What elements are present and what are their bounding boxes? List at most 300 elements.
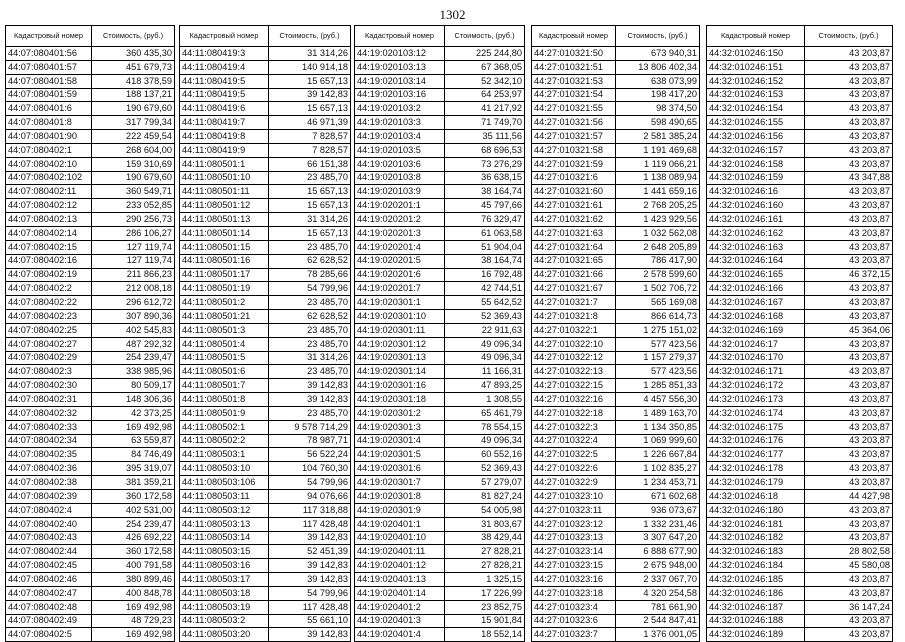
table-header-row xyxy=(355,26,525,47)
cadastral-number-cell: 44:27:010323:10 xyxy=(532,490,616,504)
table-row xyxy=(532,379,700,393)
table-row xyxy=(6,573,175,587)
cost-cell: 577 423,56 xyxy=(616,365,700,379)
cost-cell: 43 203,87 xyxy=(805,406,893,420)
cost-cell: 62 628,52 xyxy=(269,310,351,324)
cadastral-number-cell: 44:27:010322:9 xyxy=(532,476,616,490)
cost-cell: 56 522,24 xyxy=(269,448,351,462)
table-row xyxy=(6,420,175,434)
table-row xyxy=(180,586,351,600)
cadastral-number-cell: 44:07:080402:45 xyxy=(6,559,92,573)
cost-cell: 18 552,14 xyxy=(445,628,525,642)
table-row xyxy=(355,323,525,337)
cost-cell: 487 292,32 xyxy=(92,337,175,351)
cadastral-number-cell: 44:19:020103:16 xyxy=(355,88,445,102)
cost-cell: 9 578 714,29 xyxy=(269,420,351,434)
header-cost: Стоимость, (руб.) xyxy=(805,26,893,47)
table-row xyxy=(180,268,351,282)
cost-cell: 49 096,34 xyxy=(445,434,525,448)
cost-cell: 233 052,85 xyxy=(92,199,175,213)
table-row xyxy=(532,434,700,448)
table-row xyxy=(6,337,175,351)
cadastral-number-cell: 44:27:010322:1 xyxy=(532,323,616,337)
header-cadastral: Кадастровый номер xyxy=(180,26,269,47)
cost-cell: 78 285,66 xyxy=(269,268,351,282)
cadastral-number-cell: 44:07:080402:16 xyxy=(6,254,92,268)
table-row xyxy=(532,157,700,171)
table-row xyxy=(707,448,893,462)
cadastral-number-cell: 44:32:010246:177 xyxy=(707,448,805,462)
table-row xyxy=(6,406,175,420)
table-row xyxy=(532,268,700,282)
table-row xyxy=(532,310,700,324)
cost-cell: 39 142,83 xyxy=(269,393,351,407)
cadastral-number-cell: 44:32:010246:181 xyxy=(707,517,805,531)
cost-cell: 15 657,13 xyxy=(269,102,351,116)
cost-cell: 38 164,74 xyxy=(445,254,525,268)
cadastral-number-cell: 44:27:010321:60 xyxy=(532,185,616,199)
cadastral-number-cell: 44:32:010246:170 xyxy=(707,351,805,365)
cost-cell: 43 203,87 xyxy=(805,351,893,365)
cost-cell: 127 119,74 xyxy=(92,254,175,268)
cadastral-number-cell: 44:07:080402:5 xyxy=(6,628,92,642)
cadastral-number-cell: 44:11:080419:6 xyxy=(180,102,269,116)
cadastral-number-cell: 44:19:020301:11 xyxy=(355,323,445,337)
cadastral-number-cell: 44:07:080402:10 xyxy=(6,157,92,171)
table-row xyxy=(532,47,700,61)
cost-cell: 198 417,20 xyxy=(616,88,700,102)
table-row xyxy=(6,240,175,254)
cadastral-number-cell: 44:27:010322:6 xyxy=(532,462,616,476)
cadastral-number-cell: 44:11:080503:106 xyxy=(180,476,269,490)
page-number: 1302 xyxy=(439,7,466,22)
table-row xyxy=(6,448,175,462)
cost-cell: 43 203,87 xyxy=(805,282,893,296)
cost-cell: 15 901,84 xyxy=(445,614,525,628)
cost-cell: 80 509,17 xyxy=(92,379,175,393)
cadastral-number-cell: 44:11:080503:2 xyxy=(180,614,269,628)
table-row xyxy=(532,406,700,420)
cadastral-number-cell: 44:32:010246:188 xyxy=(707,614,805,628)
table-row xyxy=(6,143,175,157)
cadastral-number-cell: 44:32:010246:150 xyxy=(707,47,805,61)
table-row xyxy=(707,171,893,185)
cost-cell: 169 492,98 xyxy=(92,600,175,614)
cadastral-number-cell: 44:32:010246:154 xyxy=(707,102,805,116)
cadastral-number-cell: 44:27:010321:50 xyxy=(532,47,616,61)
table-row xyxy=(532,476,700,490)
table-row xyxy=(532,323,700,337)
table-row xyxy=(707,282,893,296)
table-row xyxy=(180,476,351,490)
table-row xyxy=(6,600,175,614)
table-row xyxy=(180,199,351,213)
table-row xyxy=(355,88,525,102)
cadastral-number-cell: 44:32:010246:178 xyxy=(707,462,805,476)
cadastral-number-cell: 44:11:080501:4 xyxy=(180,337,269,351)
table-row xyxy=(355,517,525,531)
table-row xyxy=(532,600,700,614)
table-row xyxy=(355,282,525,296)
cadastral-number-cell: 44:32:010246:189 xyxy=(707,628,805,642)
cost-cell: 31 803,67 xyxy=(445,517,525,531)
cadastral-number-cell: 44:27:010322:16 xyxy=(532,393,616,407)
cadastral-number-cell: 44:07:080402:22 xyxy=(6,296,92,310)
cost-cell: 36 147,24 xyxy=(805,600,893,614)
table-row xyxy=(180,226,351,240)
cost-cell: 43 203,87 xyxy=(805,102,893,116)
table-row xyxy=(532,586,700,600)
cadastral-number-cell: 44:11:080503:12 xyxy=(180,503,269,517)
cadastral-number-cell: 44:32:010246:159 xyxy=(707,171,805,185)
table-row xyxy=(180,600,351,614)
cost-cell: 23 485,70 xyxy=(269,240,351,254)
cadastral-number-cell: 44:11:080501:8 xyxy=(180,393,269,407)
cadastral-number-cell: 44:32:010246:179 xyxy=(707,476,805,490)
cadastral-number-cell: 44:32:010246:162 xyxy=(707,226,805,240)
cost-cell: 64 253,97 xyxy=(445,88,525,102)
cadastral-number-cell: 44:07:080402:43 xyxy=(6,531,92,545)
cadastral-number-cell: 44:32:010246:168 xyxy=(707,310,805,324)
table-row xyxy=(355,379,525,393)
table-row xyxy=(6,503,175,517)
table-row xyxy=(707,226,893,240)
cost-cell: 43 203,87 xyxy=(805,254,893,268)
cost-cell: 222 459,54 xyxy=(92,130,175,144)
table-row xyxy=(180,157,351,171)
header-cadastral: Кадастровый номер xyxy=(532,26,616,47)
table-row xyxy=(532,226,700,240)
cost-cell: 39 142,83 xyxy=(269,531,351,545)
cost-cell: 1 441 659,16 xyxy=(616,185,700,199)
table-row xyxy=(707,573,893,587)
cost-cell: 418 378,59 xyxy=(92,74,175,88)
table-row xyxy=(355,600,525,614)
cadastral-number-cell: 44:07:080402:49 xyxy=(6,614,92,628)
cost-cell: 381 359,21 xyxy=(92,476,175,490)
cost-cell: 43 203,87 xyxy=(805,199,893,213)
cadastral-number-cell: 44:32:010246:176 xyxy=(707,434,805,448)
cadastral-number-cell: 44:07:080402:34 xyxy=(6,434,92,448)
cadastral-number-cell: 44:07:080402:102 xyxy=(6,171,92,185)
cost-cell: 43 203,87 xyxy=(805,74,893,88)
table-row xyxy=(6,296,175,310)
cadastral-number-cell: 44:32:010246:182 xyxy=(707,531,805,545)
cadastral-table-4 xyxy=(531,25,700,642)
cadastral-number-cell: 44:19:020401:10 xyxy=(355,531,445,545)
table-row xyxy=(6,102,175,116)
table-row xyxy=(355,60,525,74)
table-row xyxy=(707,420,893,434)
cost-cell: 1 332 231,46 xyxy=(616,517,700,531)
cadastral-number-cell: 44:07:080401:57 xyxy=(6,60,92,74)
cadastral-number-cell: 44:32:010246:16 xyxy=(707,185,805,199)
table-row xyxy=(6,476,175,490)
cadastral-number-cell: 44:19:020201:5 xyxy=(355,254,445,268)
cadastral-number-cell: 44:07:080402:2 xyxy=(6,282,92,296)
cadastral-number-cell: 44:07:080402:23 xyxy=(6,310,92,324)
table-row xyxy=(355,545,525,559)
table-row xyxy=(532,282,700,296)
cost-cell: 43 203,87 xyxy=(805,614,893,628)
cadastral-number-cell: 44:27:010323:18 xyxy=(532,586,616,600)
cost-cell: 936 073,67 xyxy=(616,503,700,517)
cost-cell: 16 792,48 xyxy=(445,268,525,282)
cadastral-number-cell: 44:19:020103:9 xyxy=(355,185,445,199)
table-row xyxy=(355,157,525,171)
cadastral-number-cell: 44:19:020301:9 xyxy=(355,503,445,517)
cadastral-number-cell: 44:07:080402:11 xyxy=(6,185,92,199)
table-row xyxy=(532,393,700,407)
cost-cell: 73 276,29 xyxy=(445,157,525,171)
cost-cell: 43 203,87 xyxy=(805,365,893,379)
cadastral-number-cell: 44:27:010321:55 xyxy=(532,102,616,116)
table-row xyxy=(355,531,525,545)
cost-cell: 15 657,13 xyxy=(269,185,351,199)
cadastral-number-cell: 44:27:010322:3 xyxy=(532,420,616,434)
cost-cell: 43 203,87 xyxy=(805,448,893,462)
table-row xyxy=(532,213,700,227)
cost-cell: 169 492,98 xyxy=(92,628,175,642)
cadastral-number-cell: 44:27:010321:53 xyxy=(532,74,616,88)
cadastral-number-cell: 44:07:080402:29 xyxy=(6,351,92,365)
cost-cell: 3 307 647,20 xyxy=(616,531,700,545)
cost-cell: 1 234 453,71 xyxy=(616,476,700,490)
table-row xyxy=(707,268,893,282)
cadastral-table-5 xyxy=(706,25,893,642)
cost-cell: 43 203,87 xyxy=(805,628,893,642)
table-row xyxy=(532,462,700,476)
cost-cell: 43 203,87 xyxy=(805,420,893,434)
cadastral-number-cell: 44:19:020103:6 xyxy=(355,157,445,171)
cadastral-number-cell: 44:27:010321:7 xyxy=(532,296,616,310)
cost-cell: 71 749,70 xyxy=(445,116,525,130)
cadastral-number-cell: 44:27:010321:51 xyxy=(532,60,616,74)
table-row xyxy=(180,420,351,434)
cost-cell: 35 111,56 xyxy=(445,130,525,144)
table-row xyxy=(6,268,175,282)
cadastral-number-cell: 44:32:010246:161 xyxy=(707,213,805,227)
cadastral-number-cell: 44:27:010322:4 xyxy=(532,434,616,448)
cadastral-number-cell: 44:27:010321:67 xyxy=(532,282,616,296)
table-row xyxy=(6,116,175,130)
cost-cell: 39 142,83 xyxy=(269,88,351,102)
cadastral-number-cell: 44:07:080402:15 xyxy=(6,240,92,254)
cadastral-number-cell: 44:32:010246:184 xyxy=(707,559,805,573)
cadastral-number-cell: 44:27:010321:62 xyxy=(532,213,616,227)
cadastral-number-cell: 44:19:020401:3 xyxy=(355,614,445,628)
cadastral-table-2 xyxy=(179,25,351,642)
cost-cell: 43 203,87 xyxy=(805,310,893,324)
table-row xyxy=(532,545,700,559)
table-row xyxy=(707,240,893,254)
header-cost: Стоимость, (руб.) xyxy=(92,26,175,47)
table-row xyxy=(355,130,525,144)
cost-cell: 866 614,73 xyxy=(616,310,700,324)
cost-cell: 84 746,49 xyxy=(92,448,175,462)
cadastral-number-cell: 44:27:010321:61 xyxy=(532,199,616,213)
table-row xyxy=(6,531,175,545)
cadastral-number-cell: 44:11:080419:8 xyxy=(180,130,269,144)
table-row xyxy=(180,517,351,531)
cadastral-number-cell: 44:11:080503:20 xyxy=(180,628,269,642)
table-row xyxy=(180,462,351,476)
table-row xyxy=(180,254,351,268)
cadastral-number-cell: 44:32:010246:160 xyxy=(707,199,805,213)
cost-cell: 51 904,04 xyxy=(445,240,525,254)
table-row xyxy=(707,60,893,74)
cadastral-number-cell: 44:27:010322:5 xyxy=(532,448,616,462)
cost-cell: 46 372,15 xyxy=(805,268,893,282)
cost-cell: 360 435,30 xyxy=(92,47,175,61)
cadastral-number-cell: 44:19:020401:11 xyxy=(355,545,445,559)
table-row xyxy=(180,351,351,365)
table-row xyxy=(532,559,700,573)
table-row xyxy=(707,323,893,337)
table-row xyxy=(355,573,525,587)
cadastral-number-cell: 44:19:020301:4 xyxy=(355,434,445,448)
cost-cell: 62 628,52 xyxy=(269,254,351,268)
cost-cell: 43 203,87 xyxy=(805,226,893,240)
table-row xyxy=(707,213,893,227)
cost-cell: 360 172,58 xyxy=(92,490,175,504)
cadastral-number-cell: 44:07:080402:35 xyxy=(6,448,92,462)
cadastral-number-cell: 44:27:010321:65 xyxy=(532,254,616,268)
cost-cell: 15 657,13 xyxy=(269,74,351,88)
table-row xyxy=(180,393,351,407)
table-row xyxy=(355,116,525,130)
cost-cell: 54 799,96 xyxy=(269,282,351,296)
cadastral-number-cell: 44:07:080401:90 xyxy=(6,130,92,144)
cost-cell: 42 744,51 xyxy=(445,282,525,296)
cadastral-number-cell: 44:19:020103:5 xyxy=(355,143,445,157)
cadastral-number-cell: 44:07:080402:19 xyxy=(6,268,92,282)
cost-cell: 1 502 706,72 xyxy=(616,282,700,296)
table-row xyxy=(6,74,175,88)
table-row xyxy=(6,171,175,185)
cadastral-number-cell: 44:19:020103:2 xyxy=(355,102,445,116)
cadastral-number-cell: 44:11:080503:18 xyxy=(180,586,269,600)
table-row xyxy=(6,47,175,61)
cadastral-number-cell: 44:11:080501:10 xyxy=(180,171,269,185)
table-row xyxy=(532,185,700,199)
cadastral-number-cell: 44:27:010321:64 xyxy=(532,240,616,254)
cost-cell: 1 032 562,08 xyxy=(616,226,700,240)
table-row xyxy=(707,559,893,573)
cadastral-number-cell: 44:07:080402:48 xyxy=(6,600,92,614)
table-row xyxy=(355,393,525,407)
table-row xyxy=(180,240,351,254)
table-row xyxy=(532,143,700,157)
table-row xyxy=(355,351,525,365)
table-row xyxy=(707,254,893,268)
cadastral-number-cell: 44:27:010323:11 xyxy=(532,503,616,517)
table-row xyxy=(707,406,893,420)
table-row xyxy=(355,462,525,476)
cost-cell: 22 911,63 xyxy=(445,323,525,337)
cost-cell: 43 203,87 xyxy=(805,296,893,310)
table-row xyxy=(355,102,525,116)
cadastral-number-cell: 44:32:010246:156 xyxy=(707,130,805,144)
cost-cell: 55 642,52 xyxy=(445,296,525,310)
cadastral-number-cell: 44:11:080419:9 xyxy=(180,143,269,157)
cost-cell: 140 914,18 xyxy=(269,60,351,74)
cost-cell: 23 485,70 xyxy=(269,337,351,351)
table-row xyxy=(707,365,893,379)
table-row xyxy=(180,614,351,628)
cost-cell: 52 342,10 xyxy=(445,74,525,88)
table-row xyxy=(6,130,175,144)
table-header-row xyxy=(707,26,893,47)
table-row xyxy=(180,545,351,559)
cadastral-number-cell: 44:27:010321:54 xyxy=(532,88,616,102)
table-row xyxy=(355,490,525,504)
cost-cell: 31 314,26 xyxy=(269,351,351,365)
cost-cell: 43 203,87 xyxy=(805,462,893,476)
cadastral-number-cell: 44:11:080501:14 xyxy=(180,226,269,240)
header-cost: Стоимость, (руб.) xyxy=(445,26,525,47)
cost-cell: 49 096,34 xyxy=(445,351,525,365)
cadastral-number-cell: 44:11:080503:13 xyxy=(180,517,269,531)
cost-cell: 426 692,22 xyxy=(92,531,175,545)
cadastral-table-1 xyxy=(5,25,175,642)
cadastral-number-cell: 44:07:080402:12 xyxy=(6,199,92,213)
cadastral-number-cell: 44:07:080402:14 xyxy=(6,226,92,240)
cost-cell: 786 417,90 xyxy=(616,254,700,268)
cost-cell: 400 791,58 xyxy=(92,559,175,573)
table-row xyxy=(6,199,175,213)
cadastral-number-cell: 44:19:020201:7 xyxy=(355,282,445,296)
cadastral-number-cell: 44:32:010246:164 xyxy=(707,254,805,268)
table-row xyxy=(355,586,525,600)
cost-cell: 68 696,53 xyxy=(445,143,525,157)
cost-cell: 2 648 205,89 xyxy=(616,240,700,254)
cadastral-number-cell: 44:27:010323:7 xyxy=(532,628,616,642)
cost-cell: 1 138 089,94 xyxy=(616,171,700,185)
cadastral-number-cell: 44:11:080419:3 xyxy=(180,47,269,61)
cadastral-number-cell: 44:07:080402:30 xyxy=(6,379,92,393)
table-row xyxy=(355,337,525,351)
cadastral-number-cell: 44:11:080419:5 xyxy=(180,74,269,88)
cost-cell: 54 005,98 xyxy=(445,503,525,517)
cost-cell: 211 866,23 xyxy=(92,268,175,282)
table-row xyxy=(180,573,351,587)
cost-cell: 43 203,87 xyxy=(805,379,893,393)
cost-cell: 54 799,96 xyxy=(269,586,351,600)
cadastral-number-cell: 44:19:020201:6 xyxy=(355,268,445,282)
table-row xyxy=(6,254,175,268)
cadastral-number-cell: 44:11:080503:16 xyxy=(180,559,269,573)
cost-cell: 78 554,15 xyxy=(445,420,525,434)
cadastral-number-cell: 44:27:010323:6 xyxy=(532,614,616,628)
cadastral-number-cell: 44:32:010246:169 xyxy=(707,323,805,337)
table-row xyxy=(355,185,525,199)
cost-cell: 54 799,96 xyxy=(269,476,351,490)
cost-cell: 307 890,36 xyxy=(92,310,175,324)
cadastral-number-cell: 44:32:010246:185 xyxy=(707,573,805,587)
cost-cell: 78 987,71 xyxy=(269,434,351,448)
cadastral-number-cell: 44:11:080419:4 xyxy=(180,60,269,74)
cadastral-number-cell: 44:27:010321:66 xyxy=(532,268,616,282)
cost-cell: 66 151,38 xyxy=(269,157,351,171)
cadastral-number-cell: 44:19:020103:14 xyxy=(355,74,445,88)
table-row xyxy=(180,116,351,130)
table-header-row xyxy=(180,26,351,47)
table-row xyxy=(707,88,893,102)
cost-cell: 127 119,74 xyxy=(92,240,175,254)
cadastral-number-cell: 44:19:020301:7 xyxy=(355,476,445,490)
table-row xyxy=(532,130,700,144)
